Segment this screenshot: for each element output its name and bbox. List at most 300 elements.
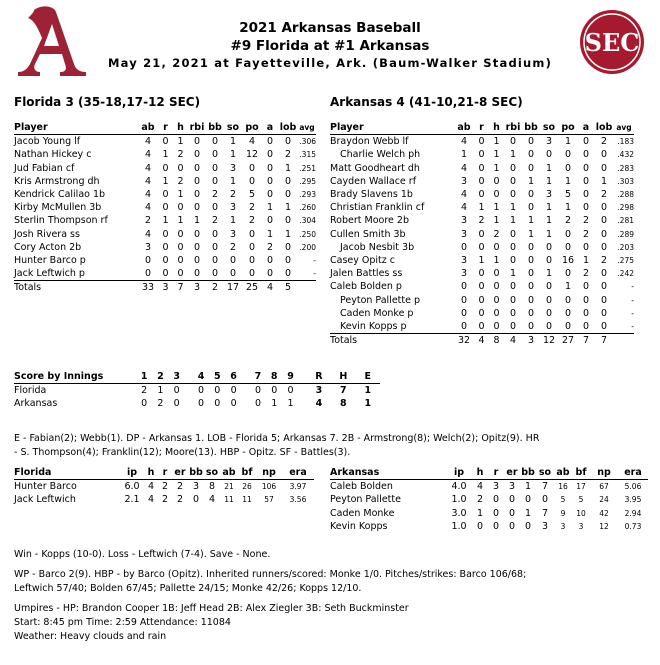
inning-header: 6 [225, 370, 241, 384]
stat-cell: 0 [582, 202, 590, 214]
stat-cell: 0 [545, 241, 553, 253]
stat-cell: .295 [299, 176, 316, 186]
player-name: Kris Armstrong dh [14, 175, 100, 187]
stat-cell: 1 [193, 215, 201, 227]
totals-cell: 7 [177, 282, 184, 294]
stat-cell: - [631, 295, 634, 305]
inning-score: 1 [157, 385, 164, 397]
table-row [330, 307, 634, 320]
stat-cell: 0 [242, 267, 262, 281]
stat-cell: 0 [527, 136, 535, 148]
totals-cell [298, 281, 316, 295]
stat-cell: 0 [545, 281, 553, 293]
stat-cell: 0 [248, 241, 256, 253]
column-header: bb [522, 121, 540, 135]
stat-cell: 1 [266, 228, 274, 240]
player-name: Cayden Wallace rf [330, 175, 417, 187]
stat-cell: 0 [460, 307, 468, 319]
spacer [242, 397, 250, 410]
table-row [14, 254, 316, 267]
totals-cell: 3 [162, 282, 169, 294]
column-header: era [282, 466, 314, 480]
inning-score: 0 [214, 385, 221, 397]
stat-cell: 0 [262, 267, 278, 281]
stat-cell: 6.0 [124, 481, 140, 493]
inning-header: 3 [169, 370, 185, 384]
stat-cell: 2 [229, 189, 237, 201]
stat-cell: 2 [211, 215, 219, 227]
stat-cell: - [313, 256, 316, 266]
score-by-innings-table [14, 370, 380, 411]
column-header: np [256, 466, 282, 480]
stat-cell: 2 [176, 481, 184, 493]
pitcher-name: Kevin Kopps [330, 520, 388, 532]
totals-cell: 7 [582, 335, 590, 347]
column-header: a [578, 121, 594, 135]
stat-cell: 5 [560, 495, 566, 505]
stat-cell: 4 [144, 175, 152, 187]
stat-cell: 3 [460, 268, 468, 280]
stat-cell: .303 [617, 176, 634, 186]
stat-cell: 0 [493, 268, 500, 280]
stat-cell: 0 [582, 307, 590, 319]
stat-cell: 2 [248, 202, 256, 214]
stat-cell: 3 [192, 481, 200, 493]
table-row [330, 480, 648, 494]
rhe-header: E [356, 370, 380, 384]
spacer [185, 397, 193, 410]
stat-cell: 1 [545, 215, 553, 227]
team-name: Florida [14, 385, 47, 397]
stat-cell: 0 [527, 189, 535, 201]
totals-cell: 32 [457, 335, 471, 347]
umpires-line: Umpires - HP: Brandon Cooper 1B: Jeff Head 2B: Alex Ziegler 3B: Seth Buckminster [14, 603, 409, 614]
stat-cell: .293 [299, 190, 316, 200]
totals-cell: 25 [245, 282, 259, 294]
stat-cell: 4 [147, 481, 155, 493]
stat-cell: 10 [576, 508, 586, 518]
stat-cell: 12 [599, 521, 609, 531]
player-name: Matt Goodheart dh [330, 162, 420, 174]
stat-cell: 0 [162, 189, 169, 201]
stat-cell: 0 [522, 320, 540, 334]
player-name: Caden Monke p [340, 307, 414, 319]
column-header: ab [554, 466, 572, 480]
stat-cell: 3 [460, 228, 468, 240]
column-header: po [558, 121, 578, 135]
column-header: ab [454, 121, 474, 135]
stat-cell: 2 [229, 241, 237, 253]
table-row [14, 188, 316, 201]
stat-cell: 0 [284, 255, 292, 267]
stat-cell: 1 [564, 175, 572, 187]
stat-cell: 1 [229, 136, 237, 148]
player-name: Nathan Hickey c [14, 149, 92, 161]
stat-cell: 3 [541, 520, 549, 532]
matchup-title: #9 Florida at #1 Arkansas [230, 38, 430, 54]
totals-cell: 2 [211, 282, 219, 294]
inning-score: 0 [230, 398, 237, 410]
stat-cell: 1 [564, 136, 572, 148]
stat-cell: 0 [266, 189, 274, 201]
arkansas-pitching-table [330, 466, 648, 533]
stat-cell: 4 [460, 202, 468, 214]
stat-cell: 0 [493, 281, 500, 293]
stat-cell: 4 [248, 136, 256, 148]
stat-cell: 1 [284, 228, 292, 240]
stat-cell: .288 [617, 190, 634, 200]
inning-score: 2 [157, 398, 164, 410]
stat-cell: 0 [545, 307, 553, 319]
player-name: Jack Leftwich p [14, 267, 138, 281]
inning-header: 7 [250, 370, 266, 384]
stat-cell: 0 [177, 255, 184, 267]
table-row [14, 241, 316, 254]
stat-cell: 1 [177, 189, 184, 201]
stat-cell: 1 [284, 202, 292, 214]
column-header: ip [120, 466, 144, 480]
stat-cell: 0 [582, 149, 590, 161]
column-header: r [158, 466, 172, 480]
stat-cell: 0 [177, 202, 184, 214]
table-row [330, 280, 634, 293]
inning-header: 5 [209, 370, 225, 384]
spacer [242, 384, 250, 398]
pitching-team-header: Florida [14, 466, 120, 480]
inning-score: 0 [173, 385, 180, 397]
stat-cell: 0 [527, 162, 535, 174]
stat-cell: 1.0 [451, 520, 467, 532]
stat-cell: 0 [509, 162, 517, 174]
stat-cell: 5 [248, 189, 256, 201]
stat-cell: 0 [248, 255, 256, 267]
stat-cell: 0 [177, 162, 184, 174]
inning-score: 0 [214, 398, 221, 410]
stat-cell: 0 [600, 281, 608, 293]
stat-cell: 0 [600, 268, 608, 280]
table-row [14, 201, 316, 214]
stat-cell: - [631, 282, 634, 292]
stat-cell: 0 [193, 149, 201, 161]
totals-cell: 4 [509, 335, 517, 347]
stat-cell: 1 [162, 149, 169, 161]
column-header: bb [206, 121, 224, 135]
stat-cell: 1 [600, 175, 608, 187]
column-header: r [158, 121, 173, 135]
stat-cell: 0 [266, 136, 274, 148]
column-header: Player [330, 121, 454, 135]
weather-line: Weather: Heavy clouds and rain [14, 631, 167, 642]
stat-cell: 0 [600, 294, 608, 306]
stat-cell: 0 [478, 307, 485, 319]
stat-cell: 2 [600, 136, 608, 148]
inning-score: 0 [254, 398, 261, 410]
inning-header: 8 [266, 370, 282, 384]
stat-cell: 0 [284, 189, 292, 201]
stat-cell: 4 [147, 494, 155, 506]
stat-cell: 0 [509, 175, 517, 187]
stat-cell: 0 [541, 494, 549, 506]
stat-cell: 0 [211, 136, 219, 148]
stat-cell: 1 [162, 215, 169, 227]
stat-cell: - [298, 267, 316, 281]
stat-cell: 0 [527, 255, 535, 267]
stat-cell: 3 [460, 215, 468, 227]
player-name: Christian Franklin cf [330, 202, 425, 214]
stat-cell: 2 [248, 215, 256, 227]
rhe-e: 1 [364, 398, 372, 410]
stat-cell: 4 [460, 189, 468, 201]
stat-cell: 0 [493, 241, 500, 253]
stat-cell: 0 [509, 228, 517, 240]
stat-cell: 0 [509, 294, 517, 306]
player-name: Jalen Battles ss [330, 268, 403, 280]
stat-cell: 0 [478, 189, 485, 201]
stat-cell: 2 [211, 189, 219, 201]
stat-cell: 2 [177, 175, 184, 187]
stat-cell: 1 [493, 255, 500, 267]
stat-cell: 1 [545, 202, 553, 214]
stat-cell: 0 [564, 149, 572, 161]
column-header: h [144, 466, 158, 480]
column-header: h [489, 121, 504, 135]
stat-cell: 0 [266, 149, 274, 161]
inning-score: 1 [271, 398, 278, 410]
stat-cell: 2 [177, 149, 184, 161]
start-time-line: Start: 8:45 pm Time: 2:59 Attendance: 11084 [14, 617, 231, 628]
stat-cell: 0 [564, 162, 572, 174]
pitcher-name: Jack Leftwich [14, 494, 76, 506]
stat-cell: 1 [229, 215, 237, 227]
stat-cell: 3 [460, 175, 468, 187]
stat-cell: 0 [564, 241, 572, 253]
stat-cell: 3 [545, 136, 553, 148]
stat-cell: 0 [224, 267, 242, 281]
stat-cell: 12 [245, 149, 259, 161]
column-header: r [474, 121, 489, 135]
stat-cell: 2 [564, 215, 572, 227]
stat-cell: 2 [478, 215, 485, 227]
stat-cell: 67 [599, 482, 609, 492]
inning-header: 2 [152, 370, 168, 384]
column-header: lob [279, 122, 297, 133]
column-header: ab [138, 121, 158, 135]
sec-logo-text: SEC [584, 28, 640, 57]
stat-cell: 24 [599, 495, 609, 505]
stat-cell: 16 [558, 482, 568, 492]
stat-cell: 0 [578, 320, 594, 334]
stat-cell: 2 [144, 215, 152, 227]
player-name: Kirby McMullen 3b [14, 202, 102, 214]
stat-cell: .203 [617, 242, 634, 252]
florida-batting-table [14, 121, 316, 295]
table-row [14, 397, 380, 410]
stat-cell: .432 [617, 150, 634, 160]
stat-cell: 3.97 [289, 482, 307, 492]
totals-row [330, 334, 634, 348]
stat-cell: 0 [493, 307, 500, 319]
stat-cell: 0 [211, 175, 219, 187]
table-row [14, 480, 314, 494]
game-notes [14, 432, 654, 460]
stat-cell: 0 [600, 162, 608, 174]
stat-cell: 11 [224, 495, 234, 505]
rhe-r: 3 [315, 385, 323, 397]
stat-cell: 4 [144, 189, 152, 201]
stat-cell: 2 [266, 241, 274, 253]
stat-cell: 5.06 [624, 482, 642, 492]
florida-pitching-table [14, 466, 314, 507]
stat-cell: 26 [242, 482, 252, 492]
stat-cell: 1 [493, 149, 500, 161]
stat-cell: 0 [478, 241, 485, 253]
stat-cell: 1 [266, 202, 274, 214]
player-name: Hunter Barco p [14, 255, 86, 267]
stat-cell: 0 [478, 294, 485, 306]
stat-cell: .250 [299, 229, 316, 239]
stat-cell: 2 [476, 494, 484, 506]
column-header: h [173, 121, 188, 135]
stat-cell: 1 [527, 175, 535, 187]
column-header: ip [446, 466, 472, 480]
inning-score: 0 [287, 385, 294, 397]
column-header: np [590, 466, 618, 480]
stat-cell: 0 [564, 307, 572, 319]
table-row [14, 267, 316, 281]
stat-cell: 0 [162, 136, 169, 148]
stat-cell: 2 [161, 481, 169, 493]
stat-cell: 0 [193, 202, 201, 214]
column-header: h [472, 466, 488, 480]
stat-cell: 0 [582, 162, 590, 174]
table-row [14, 493, 314, 506]
inning-score: 0 [271, 385, 278, 397]
stat-cell: 1 [478, 255, 485, 267]
stat-cell: 0 [600, 215, 608, 227]
stat-cell: 0 [478, 162, 485, 174]
stat-cell: 0 [266, 255, 274, 267]
stat-cell: 0 [211, 255, 219, 267]
column-header: rbi [505, 122, 521, 133]
stat-cell: 4 [144, 162, 152, 174]
stat-cell: 1 [493, 202, 500, 214]
stat-cell: 0 [545, 255, 553, 267]
stat-cell: 1 [493, 136, 500, 148]
stat-cell: 0 [527, 281, 535, 293]
stat-cell: 3 [508, 481, 516, 493]
arkansas-batting-table [330, 121, 634, 347]
totals-cell: 8 [493, 335, 500, 347]
stat-cell: 0 [193, 189, 201, 201]
stat-cell: 0 [144, 255, 152, 267]
column-header: bb [189, 467, 203, 478]
stat-cell: 106 [261, 482, 277, 492]
stat-cell: .242 [617, 269, 634, 279]
table-row [14, 228, 316, 241]
stat-cell: 0 [266, 175, 274, 187]
rhe-e: 1 [364, 385, 372, 397]
stat-cell: .260 [299, 203, 316, 213]
game-date-location: May 21, 2021 at Fayetteville, Ark. (Baum-Walker Stadium) [107, 56, 553, 70]
stat-cell: 0 [138, 267, 158, 281]
stat-cell: 0 [564, 294, 572, 306]
game-summary [14, 548, 654, 644]
totals-label: Totals [14, 282, 42, 294]
arkansas-heading: Arkansas 4 (41-10,21-8 SEC) [330, 95, 523, 109]
stat-cell: 4 [144, 149, 152, 161]
stat-cell: 2 [176, 494, 184, 506]
rhe-r: 4 [315, 398, 323, 410]
stat-cell: 2 [582, 215, 590, 227]
column-header: er [172, 466, 188, 480]
stat-cell: 1 [564, 202, 572, 214]
totals-cell: 7 [600, 335, 608, 347]
rhe-header: H [331, 370, 355, 384]
page-title: 2021 Arkansas Baseball [239, 20, 421, 36]
column-header: a [262, 121, 278, 135]
column-header: r [488, 466, 504, 480]
stat-cell: 1 [509, 268, 517, 280]
stat-cell: 0 [229, 255, 237, 267]
totals-label: Totals [330, 335, 358, 347]
stat-cell: 0 [248, 162, 256, 174]
stat-cell: 0 [460, 241, 468, 253]
stat-cell: 0 [582, 136, 590, 148]
stat-cell: 0 [545, 149, 553, 161]
table-row [330, 294, 634, 307]
stat-cell: 0 [493, 189, 500, 201]
stat-cell: 16 [561, 255, 575, 267]
table-row [330, 188, 634, 201]
stat-cell: 0 [162, 162, 169, 174]
player-name: Kendrick Calilao 1b [14, 189, 106, 201]
inning-score: 0 [230, 385, 237, 397]
stat-cell: 0 [509, 189, 517, 201]
stat-cell: 3 [229, 228, 237, 240]
stat-cell: 0 [248, 228, 256, 240]
column-header: so [224, 121, 242, 135]
stat-cell: .306 [299, 137, 316, 147]
stat-cell: 0 [527, 241, 535, 253]
stat-cell: 0 [509, 255, 517, 267]
stat-cell: 3.0 [451, 507, 467, 519]
stat-cell: 0 [162, 255, 169, 267]
stat-cell: 0 [206, 267, 224, 281]
stat-cell: 0 [600, 228, 608, 240]
stat-cell: 3 [492, 481, 500, 493]
stat-cell: 0 [527, 149, 535, 161]
stat-cell: 4 [144, 136, 152, 148]
pitching-team-header: Arkansas [330, 466, 446, 480]
totals-cell: 17 [226, 282, 240, 294]
stat-cell: .298 [617, 203, 634, 213]
stat-cell: 4 [144, 202, 152, 214]
stat-cell: 9 [560, 508, 566, 518]
table-row [330, 148, 634, 161]
stat-cell: 0 [177, 241, 184, 253]
rhe-h: 8 [340, 398, 347, 410]
inning-score: 0 [198, 398, 205, 410]
column-header: bf [572, 466, 590, 480]
stat-cell: 8 [208, 481, 216, 493]
stat-cell: 1 [284, 162, 292, 174]
table-row [14, 384, 380, 398]
stat-cell: 0 [527, 268, 535, 280]
game-notes-line1: E - Fabian(2); Webb(1). DP - Arkansas 1. LOB - Florida 5; Arkansas 7. 2B - Armstrong(8); Welch(2); Opitz(9). HR [14, 433, 540, 444]
stat-cell: 1.0 [451, 494, 467, 506]
stat-cell: 21 [224, 482, 234, 492]
stat-cell: 0 [582, 175, 590, 187]
